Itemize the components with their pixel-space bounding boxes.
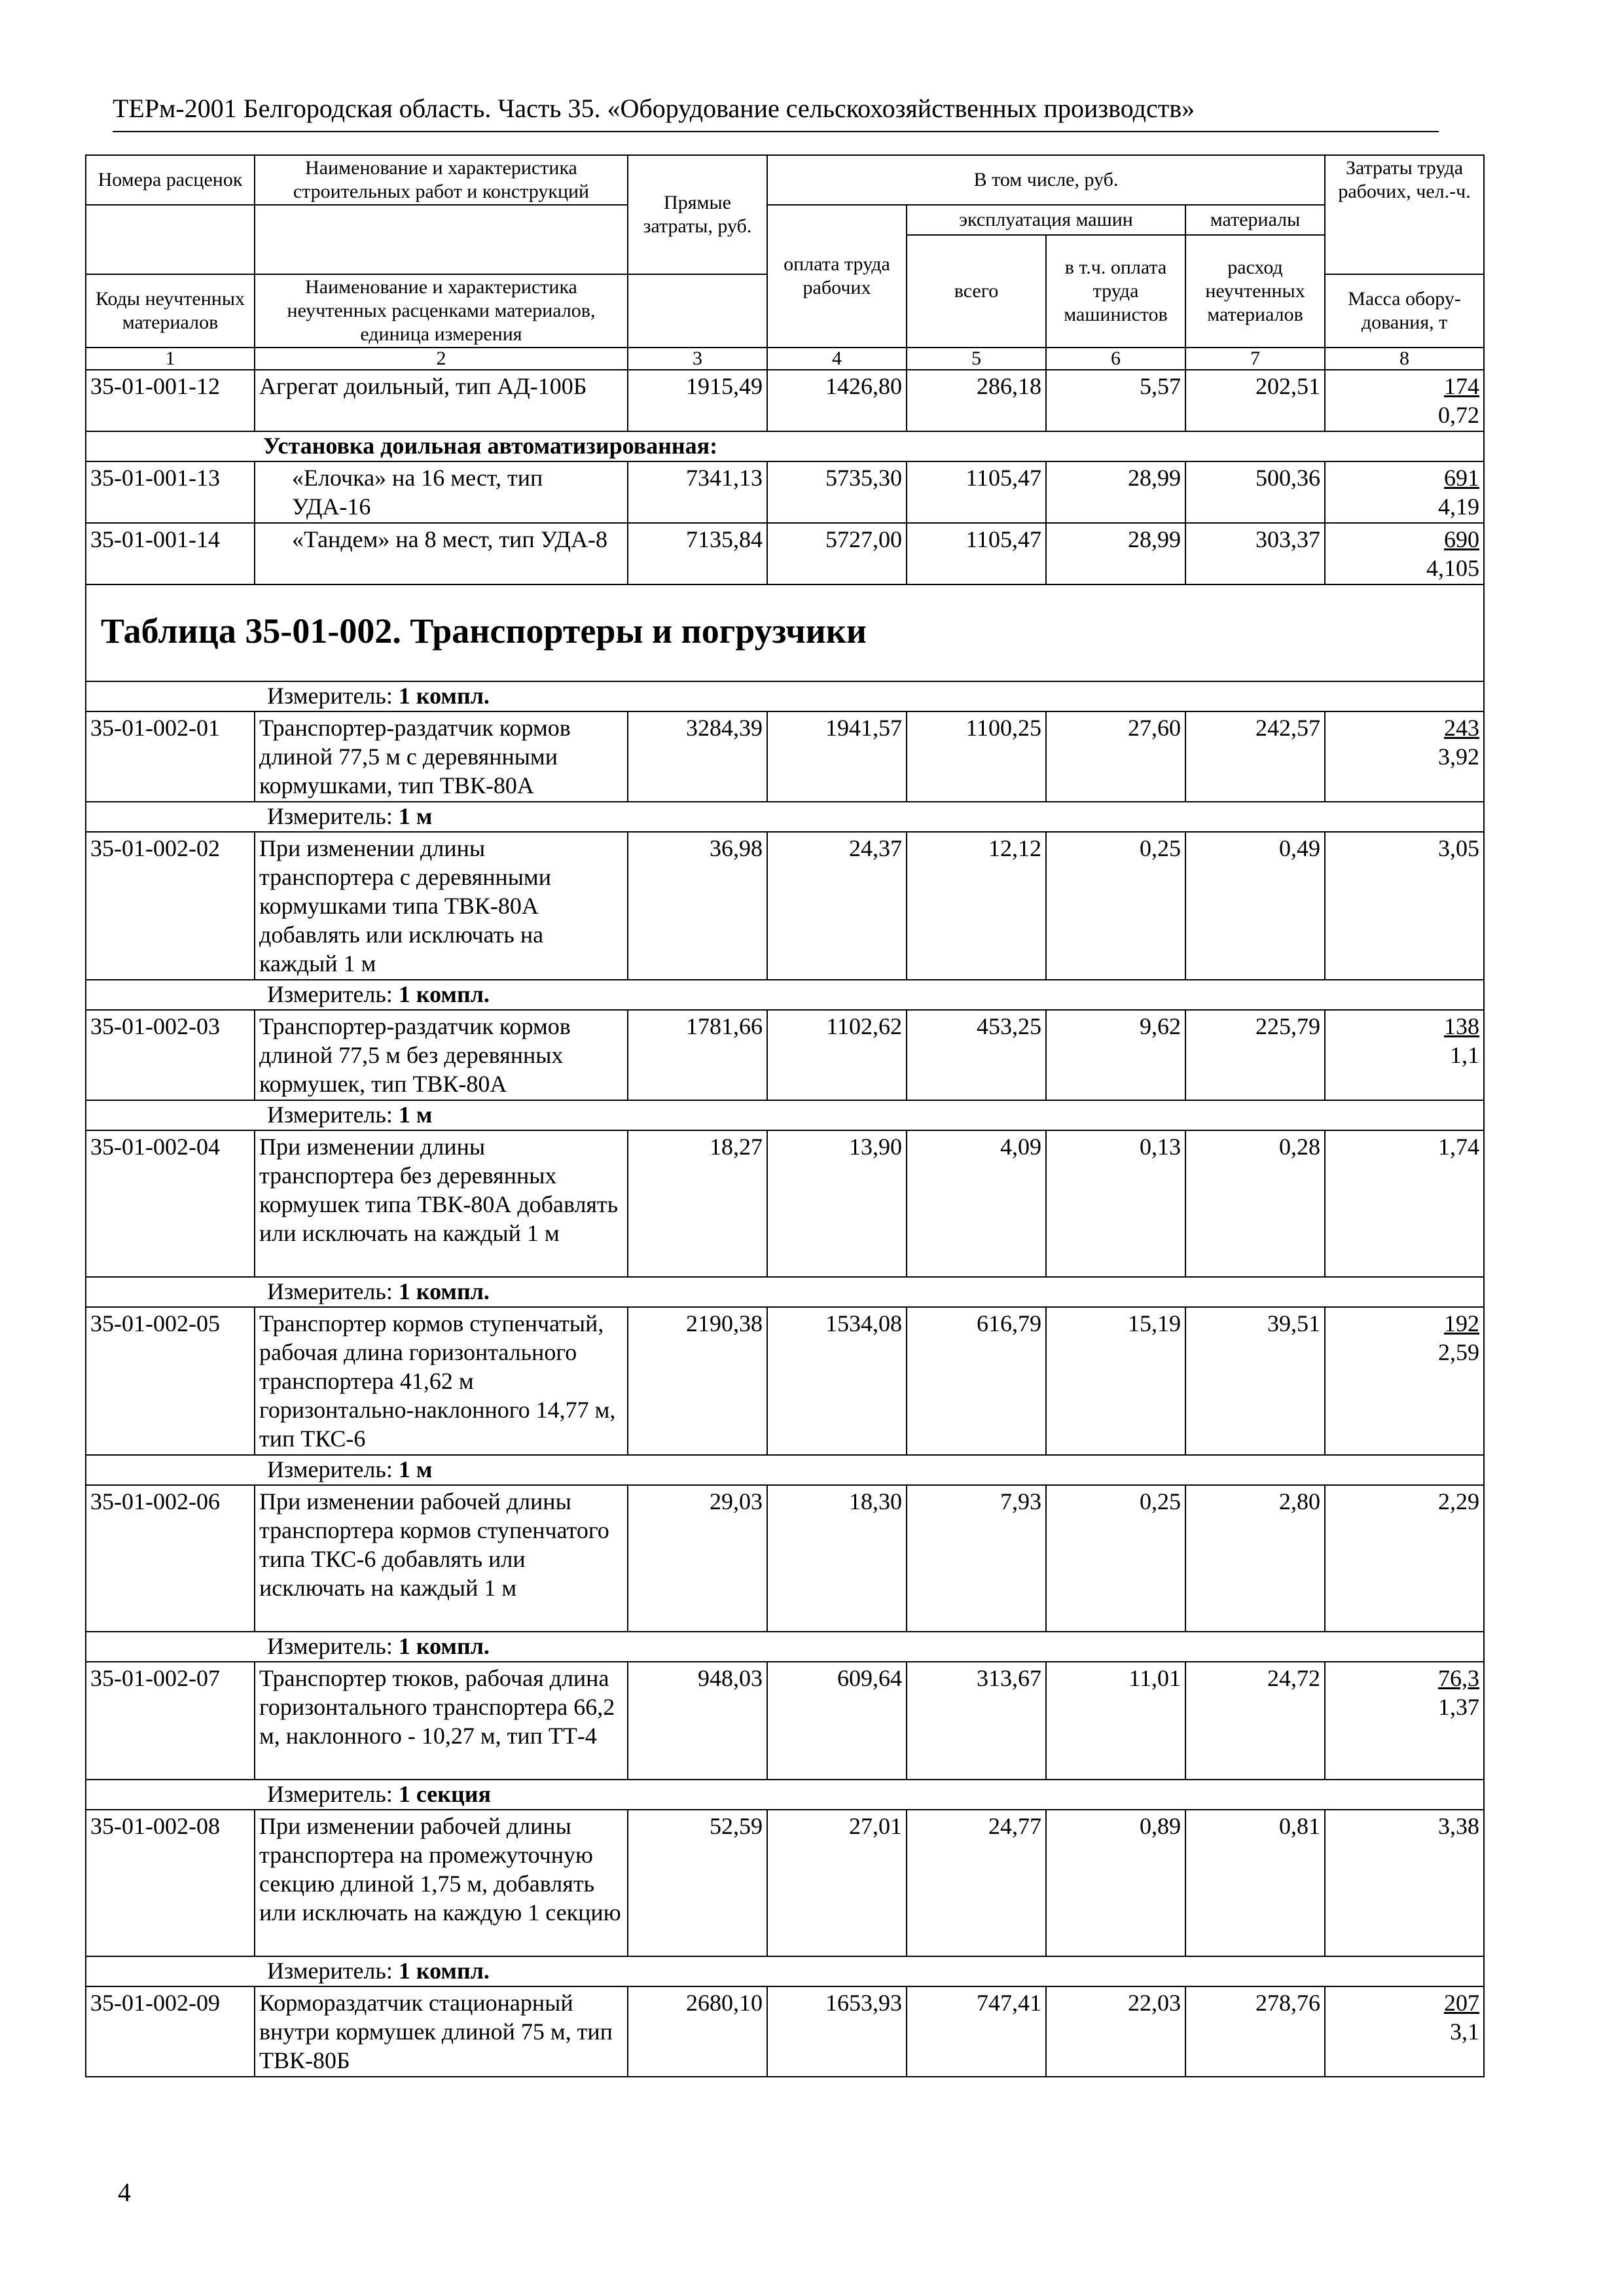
rate-name: Кормораздатчик стационарный внутри кормушек длиной 75 м, тип ТВК-80Б <box>255 1986 628 2077</box>
rate-code: 35-01-002-03 <box>86 1010 255 1100</box>
labor-pay: 1426,80 <box>767 370 907 431</box>
head-col2-spacer <box>255 205 628 274</box>
machinists-pay: 11,01 <box>1046 1662 1185 1780</box>
measure-row <box>86 1632 1484 1662</box>
measure-row <box>86 802 1484 832</box>
machines-total: 7,93 <box>907 1485 1046 1632</box>
machinists-pay: 0,25 <box>1046 832 1185 980</box>
equipment-mass: 4,105 <box>1426 555 1480 581</box>
measure-label: Измеритель: <box>267 1781 393 1807</box>
materials-cost: 2,80 <box>1185 1485 1325 1632</box>
direct-cost: 7341,13 <box>628 461 767 523</box>
equipment-mass: 2,59 <box>1438 1339 1480 1365</box>
measure-unit: 1 компл. <box>398 981 490 1007</box>
direct-cost: 52,59 <box>628 1810 767 1956</box>
rate-code: 35-01-002-05 <box>86 1307 255 1455</box>
machinists-pay: 5,57 <box>1046 370 1185 431</box>
rate-code: 35-01-002-01 <box>86 711 255 802</box>
rates-table <box>85 154 1485 2077</box>
measure-row <box>86 1100 1484 1130</box>
rate-name: При изменении рабочей длины транспортера кормов ступенчатого типа ТКС-6 добавлять или исключать на каждый 1 м <box>255 1485 628 1632</box>
machines-total: 1105,47 <box>907 461 1046 523</box>
machines-total: 747,41 <box>907 1986 1046 2077</box>
materials-cost: 202,51 <box>1185 370 1325 431</box>
head-col2-bottom: Наименование и характеристика неучтенных расценками материалов, единица измерения <box>255 274 628 348</box>
measure-row <box>86 1277 1484 1307</box>
direct-cost: 948,03 <box>628 1662 767 1780</box>
labor-pay: 5735,30 <box>767 461 907 523</box>
labor-pay: 24,37 <box>767 832 907 980</box>
head-col1-spacer <box>86 205 255 274</box>
measure-unit: 1 компл. <box>398 1633 490 1659</box>
equipment-mass: 4,19 <box>1438 493 1480 520</box>
labor-pay: 1653,93 <box>767 1986 907 2077</box>
machines-total: 286,18 <box>907 370 1046 431</box>
machines-total: 616,79 <box>907 1307 1046 1455</box>
column-number: 6 <box>1046 348 1185 370</box>
head-col3-spacer <box>628 274 767 348</box>
table-row <box>86 1810 1484 1956</box>
measure-label: Измеритель: <box>267 1102 393 1128</box>
labor-pay: 1102,62 <box>767 1010 907 1100</box>
machines-total: 453,25 <box>907 1010 1046 1100</box>
head-incl: В том числе, руб. <box>767 155 1325 205</box>
table-row <box>86 1986 1484 2077</box>
machinists-pay: 22,03 <box>1046 1986 1185 2077</box>
head-materials: материалы <box>1185 205 1325 235</box>
machinists-pay: 0,25 <box>1046 1485 1185 1632</box>
column-number: 2 <box>255 348 628 370</box>
measure-label: Измеритель: <box>267 981 393 1007</box>
labor-hours: 192 <box>1444 1310 1480 1336</box>
rate-code: 35-01-002-08 <box>86 1810 255 1956</box>
machinists-pay: 28,99 <box>1046 523 1185 584</box>
rate-name: Транспортер тюков, рабочая длина горизонтального транспортера 66,2 м, наклонного - 10,27 м, тип ТТ-4 <box>255 1662 628 1780</box>
rate-code: 35-01-002-06 <box>86 1485 255 1632</box>
measure-label: Измеритель: <box>267 1958 393 1984</box>
labor-pay: 13,90 <box>767 1130 907 1277</box>
machinists-pay: 28,99 <box>1046 461 1185 523</box>
header-rule <box>113 131 1439 132</box>
direct-cost: 2680,10 <box>628 1986 767 2077</box>
labor-pay: 18,30 <box>767 1485 907 1632</box>
head-col7: расход неучтенных материалов <box>1185 235 1325 348</box>
table-row <box>86 1010 1484 1100</box>
rate-code: 35-01-002-07 <box>86 1662 255 1780</box>
equipment-mass: 3,92 <box>1438 744 1480 770</box>
direct-cost: 7135,84 <box>628 523 767 584</box>
labor-pay: 1534,08 <box>767 1307 907 1455</box>
measure-row <box>86 1780 1484 1810</box>
materials-cost: 303,37 <box>1185 523 1325 584</box>
machines-total: 1100,25 <box>907 711 1046 802</box>
machines-total: 313,67 <box>907 1662 1046 1780</box>
equipment-mass: 3,1 <box>1450 2018 1480 2045</box>
measure-unit: 1 компл. <box>398 1958 490 1984</box>
labor-hours: 243 <box>1444 715 1480 741</box>
labor-pay: 5727,00 <box>767 523 907 584</box>
table-row <box>86 832 1484 980</box>
materials-cost: 278,76 <box>1185 1986 1325 2077</box>
head-col5: всего <box>907 235 1046 348</box>
direct-cost: 2190,38 <box>628 1307 767 1455</box>
rate-name: При изменении длины транспортера с деревянными кормушками типа ТВК-80А добавлять или исключать на каждый 1 м <box>255 832 628 980</box>
table-row <box>86 1485 1484 1632</box>
column-number: 4 <box>767 348 907 370</box>
rate-name: Транспортер кормов ступенчатый, рабочая длина горизонтального транспортера 41,62 м горизонтально-наклонного 14,77 м, тип ТКС-6 <box>255 1307 628 1455</box>
rate-code: 35-01-002-09 <box>86 1986 255 2077</box>
materials-cost: 225,79 <box>1185 1010 1325 1100</box>
equipment-mass: 0,72 <box>1438 402 1480 428</box>
machinists-pay: 15,19 <box>1046 1307 1185 1455</box>
labor-hours: 3,05 <box>1325 832 1484 980</box>
machines-total: 12,12 <box>907 832 1046 980</box>
measure-label: Измеритель: <box>267 1633 393 1659</box>
labor-pay: 1941,57 <box>767 711 907 802</box>
head-col8-bottom: Масса обору-дования, т <box>1325 274 1484 348</box>
head-machines: эксплуатация машин <box>907 205 1185 235</box>
rate-name: «Елочка» на 16 мест, тип УДА-16 <box>255 461 628 523</box>
labor-hours: 138 <box>1444 1013 1480 1039</box>
labor-hours: 691 <box>1444 465 1480 491</box>
column-number: 3 <box>628 348 767 370</box>
head-col6: в т.ч. оплата труда машинистов <box>1046 235 1185 348</box>
machines-total: 24,77 <box>907 1810 1046 1956</box>
head-col8-top: Затраты труда рабочих, чел.-ч. <box>1325 155 1484 274</box>
measure-row <box>86 1956 1484 1986</box>
table-row <box>86 1130 1484 1277</box>
rate-code: 35-01-001-14 <box>86 523 255 584</box>
measure-unit: 1 компл. <box>398 683 490 709</box>
materials-cost: 0,49 <box>1185 832 1325 980</box>
labor-pay: 27,01 <box>767 1810 907 1956</box>
labor-hours: 3,38 <box>1325 1810 1484 1956</box>
rate-name: Агрегат доильный, тип АД-100Б <box>255 370 628 431</box>
rate-name: При изменении рабочей длины транспортера на промежуточную секцию длиной 1,75 м, добавлять или исключать на каждую 1 секцию <box>255 1810 628 1956</box>
labor-hours: 174 <box>1444 373 1480 399</box>
machines-total: 4,09 <box>907 1130 1046 1277</box>
direct-cost: 3284,39 <box>628 711 767 802</box>
measure-unit: 1 м <box>398 1102 433 1128</box>
table-row <box>86 461 1484 523</box>
subheading: Установка доильная автоматизированная: <box>86 431 1484 461</box>
measure-row <box>86 681 1484 711</box>
rate-code: 35-01-002-02 <box>86 832 255 980</box>
labor-hours: 690 <box>1444 526 1480 552</box>
rate-name: При изменении длины транспортера без деревянных кормушек типа ТВК-80А добавлять или исключать на каждый 1 м <box>255 1130 628 1277</box>
measure-label: Измеритель: <box>267 683 393 709</box>
column-number: 1 <box>86 348 255 370</box>
direct-cost: 1781,66 <box>628 1010 767 1100</box>
head-col1-bottom: Коды неучтенных материалов <box>86 274 255 348</box>
column-number: 8 <box>1325 348 1484 370</box>
table-row <box>86 1662 1484 1780</box>
materials-cost: 242,57 <box>1185 711 1325 802</box>
measure-label: Измеритель: <box>267 803 393 829</box>
measure-label: Измеритель: <box>267 1278 393 1304</box>
head-col1-top: Номера расценок <box>86 155 255 205</box>
measure-unit: 1 м <box>398 803 433 829</box>
labor-hours: 2,29 <box>1325 1485 1484 1632</box>
measure-label: Измеритель: <box>267 1456 393 1482</box>
materials-cost: 0,28 <box>1185 1130 1325 1277</box>
table-row <box>86 1307 1484 1455</box>
table-row <box>86 711 1484 802</box>
materials-cost: 500,36 <box>1185 461 1325 523</box>
direct-cost: 1915,49 <box>628 370 767 431</box>
machinists-pay: 0,89 <box>1046 1810 1185 1956</box>
labor-pay: 609,64 <box>767 1662 907 1780</box>
head-col3: Прямые затраты, руб. <box>628 155 767 274</box>
table-row <box>86 523 1484 584</box>
machinists-pay: 27,60 <box>1046 711 1185 802</box>
measure-row <box>86 980 1484 1010</box>
direct-cost: 36,98 <box>628 832 767 980</box>
rate-name: Транспортер-раздатчик кормов длиной 77,5 м без деревянных кормушек, тип ТВК-80А <box>255 1010 628 1100</box>
materials-cost: 24,72 <box>1185 1662 1325 1780</box>
equipment-mass: 1,37 <box>1438 1694 1480 1720</box>
head-col4: оплата труда рабочих <box>767 205 907 348</box>
labor-hours: 76,3 <box>1438 1665 1480 1691</box>
direct-cost: 29,03 <box>628 1485 767 1632</box>
measure-unit: 1 компл. <box>398 1278 490 1304</box>
measure-unit: 1 м <box>398 1456 433 1482</box>
page-number: 4 <box>118 2178 131 2207</box>
labor-hours: 207 <box>1444 1990 1480 2016</box>
measure-row <box>86 1455 1484 1485</box>
measure-unit: 1 секция <box>398 1781 491 1807</box>
direct-cost: 18,27 <box>628 1130 767 1277</box>
materials-cost: 39,51 <box>1185 1307 1325 1455</box>
table-row <box>86 370 1484 431</box>
rate-code: 35-01-001-12 <box>86 370 255 431</box>
rate-code: 35-01-002-04 <box>86 1130 255 1277</box>
machines-total: 1105,47 <box>907 523 1046 584</box>
rate-code: 35-01-001-13 <box>86 461 255 523</box>
equipment-mass: 1,1 <box>1450 1042 1480 1068</box>
machinists-pay: 0,13 <box>1046 1130 1185 1277</box>
machinists-pay: 9,62 <box>1046 1010 1185 1100</box>
column-number: 5 <box>907 348 1046 370</box>
rate-name: «Тандем» на 8 мест, тип УДА-8 <box>255 523 628 584</box>
rate-name: Транспортер-раздатчик кормов длиной 77,5 м с деревянными кормушками, тип ТВК-80А <box>255 711 628 802</box>
column-number: 7 <box>1185 348 1325 370</box>
head-col2-top: Наименование и характеристика строительных работ и конструкций <box>255 155 628 205</box>
labor-hours: 1,74 <box>1325 1130 1484 1277</box>
materials-cost: 0,81 <box>1185 1810 1325 1956</box>
page-header-title: ТЕРм-2001 Белгородская область. Часть 35. «Оборудование сельскохозяйственных производств» <box>113 94 1195 123</box>
table-title: Таблица 35-01-002. Транспортеры и погрузчики <box>86 584 1484 681</box>
